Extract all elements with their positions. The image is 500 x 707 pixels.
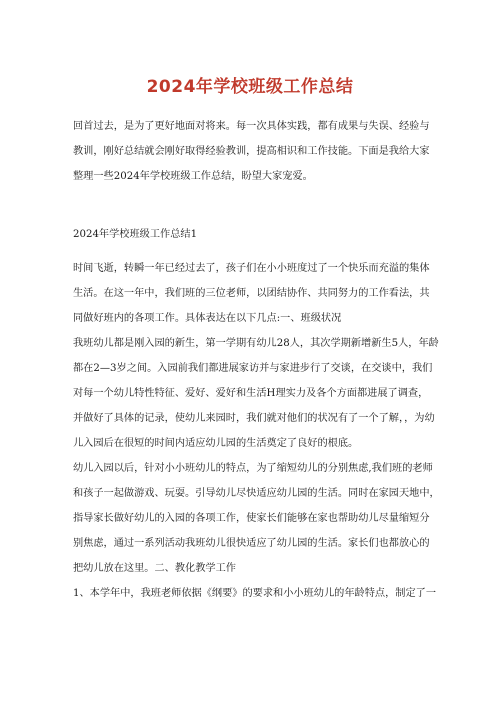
body-line: 对每一个幼儿特性特征、爱好、爱好和生活H理实力及各个方面都进展了调查， — [73, 388, 429, 399]
intro-line: 回首过去，是为了更好地面对将来。每一次具体实践，都有成果与失误、经验与 — [73, 121, 430, 132]
body-line: 儿入园后在很短的时间内适应幼儿园的生活奠定了良好的根底。 — [73, 438, 359, 449]
body-paragraph — [73, 256, 440, 606]
body-line: 并做好了具体的记录，使幼儿来园时，我们就对他们的状况有了一个了解，，为幼 — [73, 413, 435, 424]
body-line: 别焦虑，通过一系列活动我班幼儿很快适应了幼儿园的生活。家长们也都放心的 — [73, 538, 430, 549]
intro-line: 教训，刚好总结就会刚好取得经验教训，提高相识和工作技能。下面是我给大家 — [73, 146, 430, 157]
document-title: 2024年学校班级工作总结 — [146, 77, 354, 97]
section-heading: 2024年学校班级工作总结1 — [73, 229, 198, 240]
body-line: 指导家长做好幼儿的入园的各项工作，使家长们能够在家也帮助幼儿尽量缩短分 — [73, 513, 430, 524]
body-line: 1、本学年中，我班老师依据《纲要》的要求和小小班幼儿的年龄特点，制定了一 — [73, 588, 437, 599]
body-line: 时间飞逝，转瞬一年已经过去了，孩子们在小小班度过了一个快乐而充溢的集体 — [73, 263, 430, 274]
body-line: 把幼儿放在这里。二、教化教学工作 — [73, 563, 236, 574]
intro-paragraph — [73, 114, 431, 189]
body-line: 幼儿入园以后，针对小小班幼儿的特点，为了缩短幼儿的分别焦虑,我们班的老师 — [73, 463, 433, 474]
body-line: 同做好班内的各项工作。具体表达在以下几点:一、班级状况 — [73, 313, 342, 324]
intro-line: 整理一些2024年学校班级工作总结，盼望大家宠爱。 — [73, 171, 313, 182]
body-line: 都在2—3岁之间。入园前我们都进展家访并与家进步行了交谈，在交谈中，我们 — [73, 363, 433, 374]
body-line: 和孩子一起做游戏、玩耍。引导幼儿尽快适应幼儿园的生活。同时在家园天地中， — [73, 488, 440, 499]
body-line: 我班幼儿都是刚入园的新生，第一学期有幼儿28人，其次学期新增新生5人，年龄 — [73, 338, 439, 349]
body-line: 生活。在这一年中，我们班的三位老师，以团结协作、共同努力的工作看法，共 — [73, 288, 430, 299]
